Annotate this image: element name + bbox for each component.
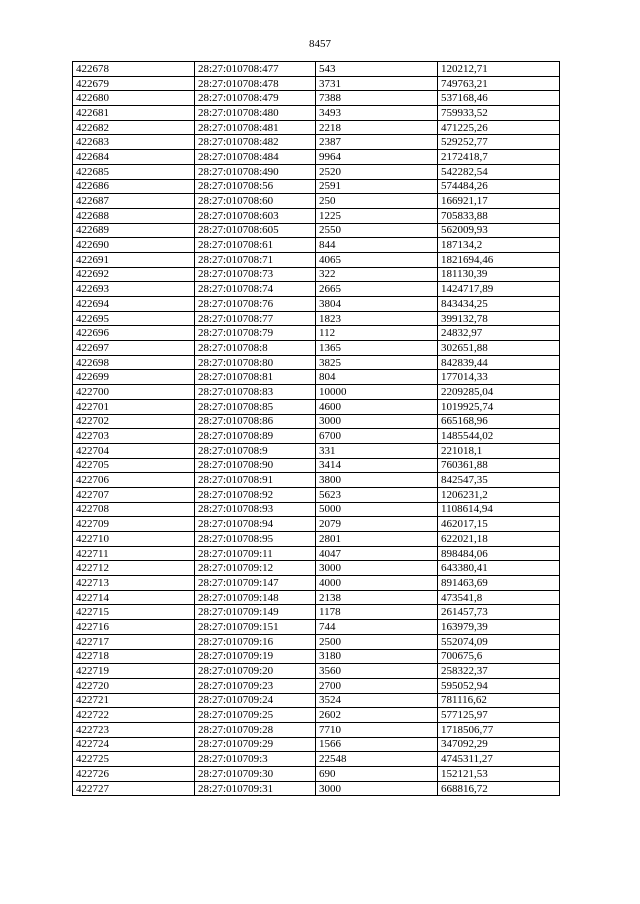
- row-number-cell: 422721: [73, 693, 195, 708]
- area-cell: 690: [316, 767, 438, 782]
- value-cell: 2209285,04: [438, 385, 560, 400]
- area-cell: 3414: [316, 458, 438, 473]
- row-number-cell: 422705: [73, 458, 195, 473]
- row-number-cell: 422707: [73, 487, 195, 502]
- value-cell: 1718506,77: [438, 722, 560, 737]
- value-cell: 302651,88: [438, 341, 560, 356]
- row-number-cell: 422727: [73, 781, 195, 796]
- cadastral-number-cell: 28:27:010708:85: [195, 399, 316, 414]
- value-cell: 221018,1: [438, 443, 560, 458]
- row-number-cell: 422717: [73, 634, 195, 649]
- area-cell: 2801: [316, 532, 438, 547]
- row-number-cell: 422697: [73, 341, 195, 356]
- area-cell: 2218: [316, 120, 438, 135]
- area-cell: 1178: [316, 605, 438, 620]
- row-number-cell: 422699: [73, 370, 195, 385]
- value-cell: 471225,26: [438, 120, 560, 135]
- value-cell: 760361,88: [438, 458, 560, 473]
- cadastral-number-cell: 28:27:010709:30: [195, 767, 316, 782]
- table-row: [73, 150, 560, 165]
- table-row: [73, 355, 560, 370]
- area-cell: 3493: [316, 106, 438, 121]
- cadastral-number-cell: 28:27:010708:92: [195, 487, 316, 502]
- value-cell: 1206231,2: [438, 487, 560, 502]
- table-row: [73, 429, 560, 444]
- table-row: [73, 443, 560, 458]
- value-cell: 258322,37: [438, 664, 560, 679]
- value-cell: 700675,6: [438, 649, 560, 664]
- value-cell: 622021,18: [438, 532, 560, 547]
- cadastral-number-cell: 28:27:010708:605: [195, 223, 316, 238]
- cadastral-number-cell: 28:27:010708:484: [195, 150, 316, 165]
- row-number-cell: 422696: [73, 326, 195, 341]
- area-cell: 543: [316, 62, 438, 77]
- area-cell: 6700: [316, 429, 438, 444]
- cadastral-number-cell: 28:27:010709:12: [195, 561, 316, 576]
- table-row: [73, 208, 560, 223]
- area-cell: 3180: [316, 649, 438, 664]
- area-cell: 331: [316, 443, 438, 458]
- cadastral-number-cell: 28:27:010708:8: [195, 341, 316, 356]
- value-cell: 749763,21: [438, 76, 560, 91]
- row-number-cell: 422716: [73, 620, 195, 635]
- row-number-cell: 422712: [73, 561, 195, 576]
- area-cell: 1823: [316, 311, 438, 326]
- table-row: [73, 385, 560, 400]
- area-cell: 3560: [316, 664, 438, 679]
- row-number-cell: 422684: [73, 150, 195, 165]
- area-cell: 2700: [316, 678, 438, 693]
- table-row: [73, 458, 560, 473]
- row-number-cell: 422704: [73, 443, 195, 458]
- table-row: [73, 767, 560, 782]
- data-table: [72, 61, 560, 796]
- row-number-cell: 422685: [73, 164, 195, 179]
- row-number-cell: 422687: [73, 194, 195, 209]
- value-cell: 399132,78: [438, 311, 560, 326]
- value-cell: 187134,2: [438, 238, 560, 253]
- cadastral-number-cell: 28:27:010709:28: [195, 722, 316, 737]
- cadastral-number-cell: 28:27:010708:56: [195, 179, 316, 194]
- cadastral-number-cell: 28:27:010708:482: [195, 135, 316, 150]
- cadastral-number-cell: 28:27:010708:73: [195, 267, 316, 282]
- area-cell: 4047: [316, 546, 438, 561]
- value-cell: 542282,54: [438, 164, 560, 179]
- row-number-cell: 422688: [73, 208, 195, 223]
- table-row: [73, 179, 560, 194]
- cadastral-number-cell: 28:27:010708:86: [195, 414, 316, 429]
- area-cell: 3825: [316, 355, 438, 370]
- cadastral-number-cell: 28:27:010709:19: [195, 649, 316, 664]
- cadastral-number-cell: 28:27:010709:149: [195, 605, 316, 620]
- cadastral-number-cell: 28:27:010708:81: [195, 370, 316, 385]
- area-cell: 5000: [316, 502, 438, 517]
- table-row: [73, 649, 560, 664]
- cadastral-number-cell: 28:27:010708:93: [195, 502, 316, 517]
- table-row: [73, 238, 560, 253]
- area-cell: 1225: [316, 208, 438, 223]
- table-row: [73, 252, 560, 267]
- table-row: [73, 223, 560, 238]
- value-cell: 1108614,94: [438, 502, 560, 517]
- value-cell: 163979,39: [438, 620, 560, 635]
- area-cell: 2665: [316, 282, 438, 297]
- table-row: [73, 135, 560, 150]
- value-cell: 577125,97: [438, 708, 560, 723]
- row-number-cell: 422678: [73, 62, 195, 77]
- table-row: [73, 106, 560, 121]
- row-number-cell: 422710: [73, 532, 195, 547]
- cadastral-number-cell: 28:27:010708:71: [195, 252, 316, 267]
- cadastral-number-cell: 28:27:010709:24: [195, 693, 316, 708]
- area-cell: 2591: [316, 179, 438, 194]
- table-row: [73, 120, 560, 135]
- table-row: [73, 194, 560, 209]
- table-row: [73, 399, 560, 414]
- cadastral-number-cell: 28:27:010708:83: [195, 385, 316, 400]
- cadastral-number-cell: 28:27:010708:80: [195, 355, 316, 370]
- cadastral-number-cell: 28:27:010708:478: [195, 76, 316, 91]
- page-number: 8457: [309, 38, 331, 50]
- cadastral-number-cell: 28:27:010708:95: [195, 532, 316, 547]
- table-row: [73, 752, 560, 767]
- area-cell: 3000: [316, 781, 438, 796]
- cadastral-number-cell: 28:27:010709:148: [195, 590, 316, 605]
- row-number-cell: 422698: [73, 355, 195, 370]
- value-cell: 181130,39: [438, 267, 560, 282]
- row-number-cell: 422689: [73, 223, 195, 238]
- cadastral-number-cell: 28:27:010708:479: [195, 91, 316, 106]
- table-row: [73, 267, 560, 282]
- table-row: [73, 487, 560, 502]
- table-row: [73, 561, 560, 576]
- table-row: [73, 532, 560, 547]
- area-cell: 2550: [316, 223, 438, 238]
- row-number-cell: 422683: [73, 135, 195, 150]
- value-cell: 643380,41: [438, 561, 560, 576]
- value-cell: 552074,09: [438, 634, 560, 649]
- table-row: [73, 164, 560, 179]
- value-cell: 24832,97: [438, 326, 560, 341]
- cadastral-number-cell: 28:27:010709:20: [195, 664, 316, 679]
- value-cell: 665168,96: [438, 414, 560, 429]
- cadastral-number-cell: 28:27:010708:477: [195, 62, 316, 77]
- cadastral-number-cell: 28:27:010708:9: [195, 443, 316, 458]
- value-cell: 562009,93: [438, 223, 560, 238]
- cadastral-number-cell: 28:27:010709:3: [195, 752, 316, 767]
- area-cell: 250: [316, 194, 438, 209]
- value-cell: 2172418,7: [438, 150, 560, 165]
- row-number-cell: 422713: [73, 576, 195, 591]
- table-row: [73, 605, 560, 620]
- area-cell: 10000: [316, 385, 438, 400]
- table-row: [73, 693, 560, 708]
- table-row: [73, 473, 560, 488]
- row-number-cell: 422708: [73, 502, 195, 517]
- cadastral-number-cell: 28:27:010708:490: [195, 164, 316, 179]
- cadastral-number-cell: 28:27:010708:77: [195, 311, 316, 326]
- cadastral-number-cell: 28:27:010709:11: [195, 546, 316, 561]
- row-number-cell: 422686: [73, 179, 195, 194]
- area-cell: 744: [316, 620, 438, 635]
- area-cell: 2500: [316, 634, 438, 649]
- area-cell: 4000: [316, 576, 438, 591]
- area-cell: 1566: [316, 737, 438, 752]
- area-cell: 3800: [316, 473, 438, 488]
- value-cell: 4745311,27: [438, 752, 560, 767]
- row-number-cell: 422694: [73, 297, 195, 312]
- row-number-cell: 422701: [73, 399, 195, 414]
- cadastral-number-cell: 28:27:010709:29: [195, 737, 316, 752]
- area-cell: 7388: [316, 91, 438, 106]
- table-row: [73, 664, 560, 679]
- row-number-cell: 422681: [73, 106, 195, 121]
- value-cell: 574484,26: [438, 179, 560, 194]
- row-number-cell: 422706: [73, 473, 195, 488]
- cadastral-number-cell: 28:27:010708:60: [195, 194, 316, 209]
- area-cell: 5623: [316, 487, 438, 502]
- cadastral-number-cell: 28:27:010709:16: [195, 634, 316, 649]
- value-cell: 668816,72: [438, 781, 560, 796]
- table-row: [73, 634, 560, 649]
- row-number-cell: 422693: [73, 282, 195, 297]
- table-row: [73, 620, 560, 635]
- area-cell: 3000: [316, 561, 438, 576]
- row-number-cell: 422720: [73, 678, 195, 693]
- cadastral-number-cell: 28:27:010708:480: [195, 106, 316, 121]
- table-row: [73, 326, 560, 341]
- area-cell: 3731: [316, 76, 438, 91]
- value-cell: 705833,88: [438, 208, 560, 223]
- table-row: [73, 546, 560, 561]
- area-cell: 9964: [316, 150, 438, 165]
- row-number-cell: 422692: [73, 267, 195, 282]
- value-cell: 842839,44: [438, 355, 560, 370]
- row-number-cell: 422722: [73, 708, 195, 723]
- area-cell: 4065: [316, 252, 438, 267]
- value-cell: 473541,8: [438, 590, 560, 605]
- area-cell: 322: [316, 267, 438, 282]
- value-cell: 595052,94: [438, 678, 560, 693]
- row-number-cell: 422714: [73, 590, 195, 605]
- cadastral-number-cell: 28:27:010708:94: [195, 517, 316, 532]
- table-row: [73, 62, 560, 77]
- table-row: [73, 76, 560, 91]
- area-cell: 844: [316, 238, 438, 253]
- table-row: [73, 414, 560, 429]
- table-row: [73, 282, 560, 297]
- value-cell: 166921,17: [438, 194, 560, 209]
- row-number-cell: 422711: [73, 546, 195, 561]
- table-row: [73, 517, 560, 532]
- row-number-cell: 422723: [73, 722, 195, 737]
- row-number-cell: 422726: [73, 767, 195, 782]
- row-number-cell: 422709: [73, 517, 195, 532]
- table-row: [73, 590, 560, 605]
- value-cell: 261457,73: [438, 605, 560, 620]
- cadastral-number-cell: 28:27:010708:603: [195, 208, 316, 223]
- area-cell: 1365: [316, 341, 438, 356]
- row-number-cell: 422700: [73, 385, 195, 400]
- value-cell: 1821694,46: [438, 252, 560, 267]
- area-cell: 7710: [316, 722, 438, 737]
- table-body: [73, 62, 560, 796]
- cadastral-number-cell: 28:27:010708:76: [195, 297, 316, 312]
- area-cell: 3000: [316, 414, 438, 429]
- table-row: [73, 502, 560, 517]
- value-cell: 177014,33: [438, 370, 560, 385]
- table-row: [73, 737, 560, 752]
- row-number-cell: 422718: [73, 649, 195, 664]
- table-row: [73, 576, 560, 591]
- row-number-cell: 422690: [73, 238, 195, 253]
- table-row: [73, 722, 560, 737]
- value-cell: 1485544,02: [438, 429, 560, 444]
- area-cell: 2520: [316, 164, 438, 179]
- value-cell: 781116,62: [438, 693, 560, 708]
- row-number-cell: 422695: [73, 311, 195, 326]
- row-number-cell: 422679: [73, 76, 195, 91]
- row-number-cell: 422703: [73, 429, 195, 444]
- row-number-cell: 422691: [73, 252, 195, 267]
- area-cell: 2602: [316, 708, 438, 723]
- cadastral-number-cell: 28:27:010709:25: [195, 708, 316, 723]
- area-cell: 3524: [316, 693, 438, 708]
- value-cell: 759933,52: [438, 106, 560, 121]
- row-number-cell: 422725: [73, 752, 195, 767]
- value-cell: 347092,29: [438, 737, 560, 752]
- cadastral-number-cell: 28:27:010708:61: [195, 238, 316, 253]
- row-number-cell: 422715: [73, 605, 195, 620]
- value-cell: 152121,53: [438, 767, 560, 782]
- cadastral-number-cell: 28:27:010709:147: [195, 576, 316, 591]
- table-row: [73, 311, 560, 326]
- cadastral-number-cell: 28:27:010709:31: [195, 781, 316, 796]
- value-cell: 842547,35: [438, 473, 560, 488]
- value-cell: 120212,71: [438, 62, 560, 77]
- area-cell: 2138: [316, 590, 438, 605]
- cadastral-number-cell: 28:27:010709:151: [195, 620, 316, 635]
- cadastral-number-cell: 28:27:010708:89: [195, 429, 316, 444]
- cadastral-number-cell: 28:27:010708:91: [195, 473, 316, 488]
- row-number-cell: 422682: [73, 120, 195, 135]
- value-cell: 891463,69: [438, 576, 560, 591]
- cadastral-number-cell: 28:27:010709:23: [195, 678, 316, 693]
- cadastral-number-cell: 28:27:010708:79: [195, 326, 316, 341]
- value-cell: 462017,15: [438, 517, 560, 532]
- value-cell: 1019925,74: [438, 399, 560, 414]
- value-cell: 537168,46: [438, 91, 560, 106]
- area-cell: 2387: [316, 135, 438, 150]
- table-row: [73, 678, 560, 693]
- row-number-cell: 422719: [73, 664, 195, 679]
- cadastral-number-cell: 28:27:010708:481: [195, 120, 316, 135]
- row-number-cell: 422724: [73, 737, 195, 752]
- cadastral-number-cell: 28:27:010708:90: [195, 458, 316, 473]
- table-row: [73, 708, 560, 723]
- area-cell: 804: [316, 370, 438, 385]
- area-cell: 4600: [316, 399, 438, 414]
- value-cell: 843434,25: [438, 297, 560, 312]
- row-number-cell: 422702: [73, 414, 195, 429]
- table-row: [73, 781, 560, 796]
- value-cell: 898484,06: [438, 546, 560, 561]
- area-cell: 112: [316, 326, 438, 341]
- table-row: [73, 370, 560, 385]
- area-cell: 3804: [316, 297, 438, 312]
- table-row: [73, 91, 560, 106]
- row-number-cell: 422680: [73, 91, 195, 106]
- cadastral-number-cell: 28:27:010708:74: [195, 282, 316, 297]
- table-row: [73, 341, 560, 356]
- area-cell: 2079: [316, 517, 438, 532]
- value-cell: 1424717,89: [438, 282, 560, 297]
- table-row: [73, 297, 560, 312]
- value-cell: 529252,77: [438, 135, 560, 150]
- area-cell: 22548: [316, 752, 438, 767]
